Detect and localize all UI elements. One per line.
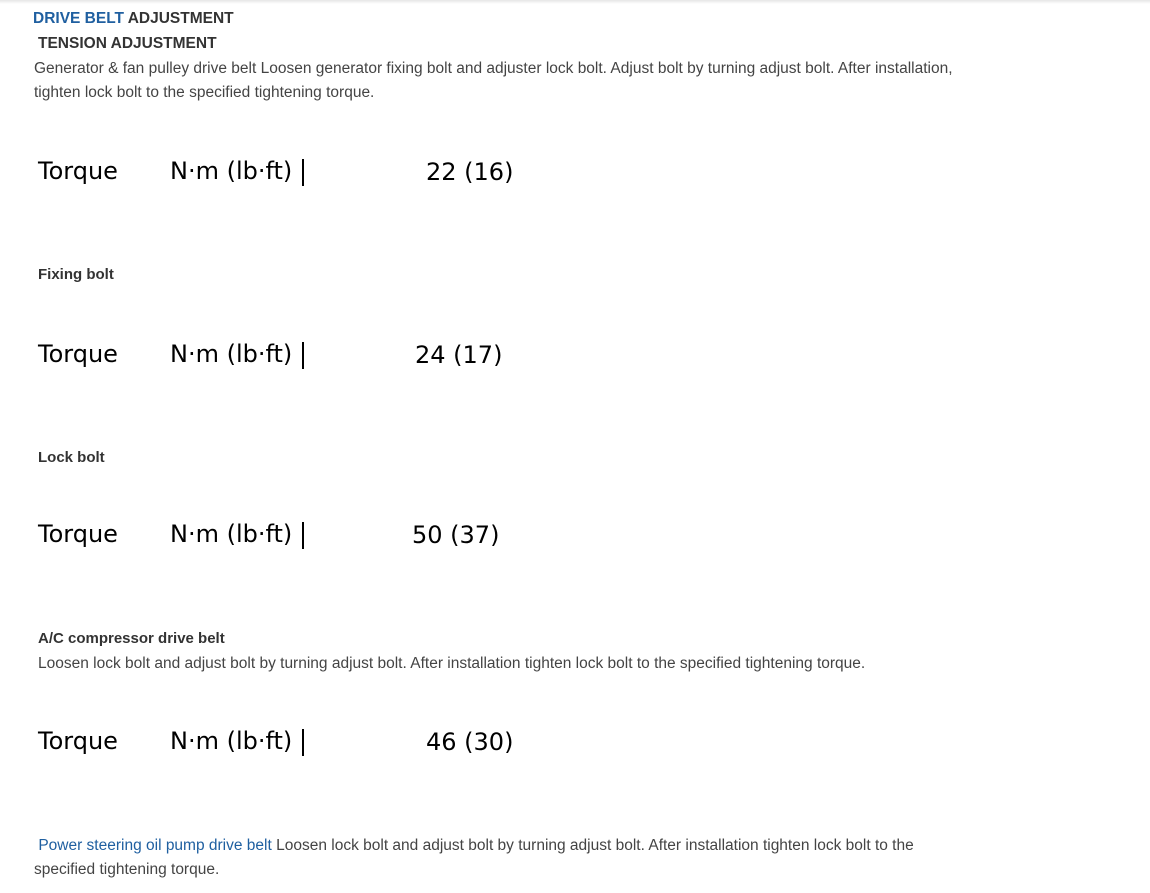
torque-label: Torque [38, 520, 118, 548]
ac-compressor-text: Loosen lock bolt and adjust bolt by turning adjust bolt. After installation tighten lock bolt to the specified tightening torque. [38, 655, 866, 672]
torque-spec-generator [38, 157, 558, 193]
torque-divider [302, 522, 304, 549]
intro-paragraph [34, 57, 1134, 105]
lock-bolt-heading: Lock bolt [38, 449, 105, 466]
torque-unit: N·m (lb·ft) [170, 727, 293, 755]
torque-value: 22 (16) [426, 158, 514, 186]
fixing-bolt-heading: Fixing bolt [38, 266, 114, 283]
torque-value: 50 (37) [412, 521, 500, 549]
torque-label: Torque [38, 340, 118, 368]
torque-unit: N·m (lb·ft) [170, 340, 293, 368]
torque-divider [302, 342, 304, 369]
intro-line-1: Generator & fan pulley drive belt Loosen generator fixing bolt and adjuster lock bolt. Adjust bolt by turning adjust bolt. After installation, [34, 60, 953, 77]
torque-value: 46 (30) [426, 728, 514, 756]
torque-unit: N·m (lb·ft) [170, 520, 293, 548]
torque-divider [302, 729, 304, 756]
ac-compressor-heading: A/C compressor drive belt [38, 630, 225, 647]
torque-label: Torque [38, 727, 118, 755]
power-steering-text: Loosen lock bolt and adjust bolt by turning adjust bolt. After installation tighten lock bolt to the [271, 837, 914, 854]
page-title-rest: ADJUSTMENT [124, 10, 234, 27]
page-title [33, 10, 234, 28]
power-steering-line-1 [34, 834, 1134, 858]
torque-spec-ac-compressor [38, 727, 558, 763]
top-edge-shadow [0, 0, 1150, 4]
torque-label: Torque [38, 157, 118, 185]
power-steering-line-2: specified tightening torque. [34, 861, 220, 878]
torque-spec-fixing-bolt [38, 340, 558, 376]
torque-value: 24 (17) [415, 341, 503, 369]
power-steering-link[interactable]: Power steering oil pump drive belt [38, 837, 272, 854]
power-steering-paragraph [34, 834, 1134, 882]
torque-unit: N·m (lb·ft) [170, 157, 293, 185]
torque-spec-lock-bolt [38, 520, 558, 556]
drive-belt-link[interactable]: DRIVE BELT [33, 10, 124, 27]
intro-line-2: tighten lock bolt to the specified tightening torque. [34, 84, 375, 101]
section-title: TENSION ADJUSTMENT [38, 35, 217, 52]
torque-divider [302, 159, 304, 186]
